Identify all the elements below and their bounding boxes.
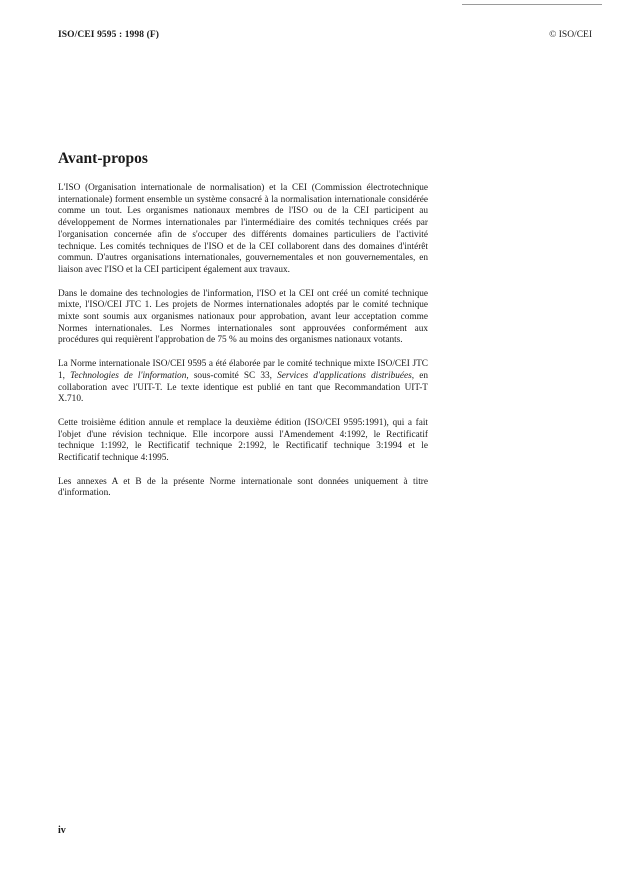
section-title: Avant-propos — [58, 150, 148, 167]
paragraph-3-text-a: La Norme internationale ISO/CEI 9595 a été élaborée par le comité technique mixte ISO/CEI JTC 1, — [58, 359, 428, 381]
foreword-body — [58, 183, 428, 512]
paragraph-4: Cette troisième édition annule et remplace la deuxième édition (ISO/CEI 9595:1991), qui a fait l'objet d'une révision technique. Elle incorpore aussi l'Amendement 4:1992, le Rectificatif technique 1:1992, le Rectificatif technique 2:1992, le Rectificatif technique 3:1994 et le Rectificatif technique 4:1995. — [58, 417, 428, 464]
paragraph-1: L'ISO (Organisation internationale de normalisation) et la CEI (Commission électrotechnique internationale) forment ensemble un système consacré à la normalisation internationale considérée comme un tout. Les organismes nationaux membres de l'ISO ou de la CEI participent au développement de Normes internationales par l'intermédiaire des comités techniques créés par l'organisation concernée afin de s'occuper des différents domaines particuliers de l'activité technique. Les comités techniques de l'ISO et de la CEI collaborent dans des domaines d'intérêt commun. D'autres organisations internationales, gouvernementales et non gouvernementales, en liaison avec l'ISO et la CEI participent également aux travaux. — [58, 183, 428, 275]
document-id: ISO/CEI 9595 : 1998 (F) — [58, 30, 159, 40]
subcommittee-title: Services d'applications distribuées — [277, 370, 412, 381]
copyright-notice: © ISO/CEI — [549, 30, 592, 40]
committee-title: Technologies de l'information — [70, 370, 187, 381]
top-rule — [462, 4, 602, 5]
page-number: iv — [58, 825, 66, 836]
paragraph-3-text-b: , sous-comité SC 33, — [186, 370, 278, 381]
paragraph-3 — [58, 359, 428, 406]
paragraph-2: Dans le domaine des technologies de l'information, l'ISO et la CEI ont créé un comité technique mixte, l'ISO/CEI JTC 1. Les projets de Normes internationales adoptés par le comité technique mixte sont soumis aux organismes nationaux pour approbation, avant leur acceptation comme Normes internationales. Les Normes internationales sont approuvées conformément aux procédures qui requièrent l'approbation de 75 % au moins des organismes nationaux votants. — [58, 288, 428, 346]
paragraph-5: Les annexes A et B de la présente Norme internationale sont données uniquement à titre d'information. — [58, 476, 428, 499]
paragraph-3-text-c: , en collaboration avec l'UIT-T. Le texte identique est publié en tant que Recommandation UIT-T X.710. — [58, 370, 429, 405]
